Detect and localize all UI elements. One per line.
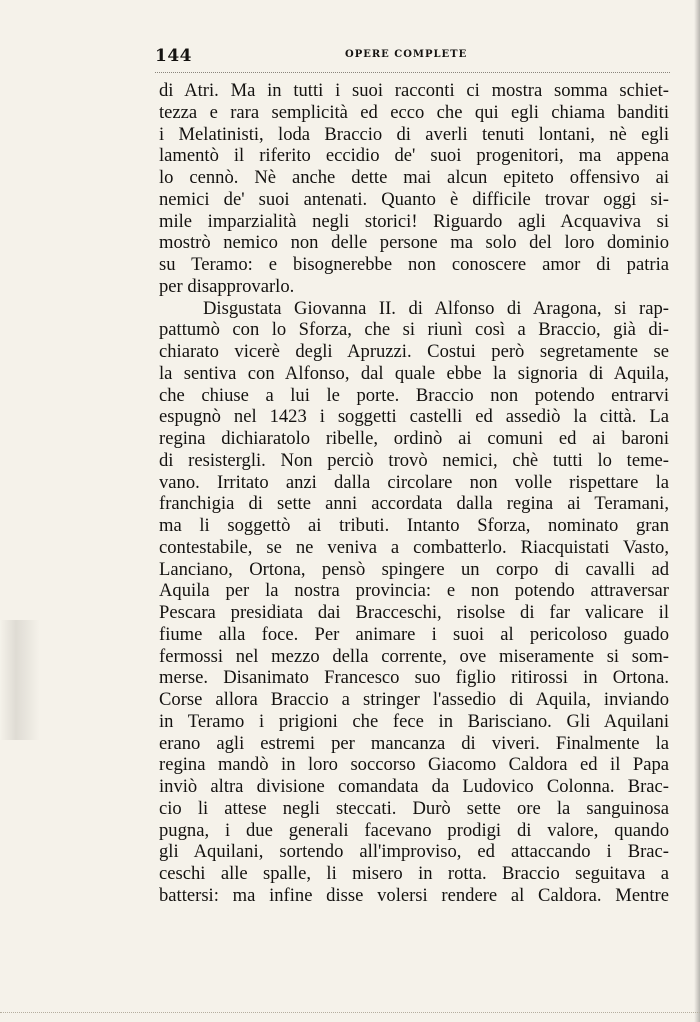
- text-line: in Teramo i prigioni che fece in Barisciano. Gli Aquilani: [159, 710, 669, 732]
- scan-right-edge: [694, 0, 700, 1022]
- text-line: battersi: ma infine disse volersi rendere al Caldora. Mentre: [159, 884, 669, 906]
- text-line: Lanciano, Ortona, pensò spingere un corpo di cavalli ad: [159, 558, 669, 580]
- text-line: Aquila per la nostra provincia: e non potendo attraversar: [159, 580, 669, 602]
- scan-bottom-edge: [0, 1012, 700, 1013]
- page-header: [155, 44, 675, 68]
- text-line: fiume alla foce. Per animare i suoi al pericoloso guado: [159, 623, 669, 645]
- text-line: contestabile, se ne veniva a combatterlo. Riacquistati Vasto,: [159, 536, 669, 558]
- text-line: che chiuse a lui le porte. Braccio non potendo entrarvi: [159, 384, 669, 406]
- page-number: 144: [155, 46, 192, 66]
- text-line: nemici de' suoi antenati. Quanto è difficile trovar oggi si-: [159, 188, 669, 210]
- text-line: per disapprovarlo.: [159, 275, 295, 297]
- text-line: pugna, i due generali facevano prodigi di valore, quando: [159, 819, 669, 841]
- scan-edge-shadow: [0, 620, 40, 740]
- text-line: espugnò nel 1423 i soggetti castelli ed assediò la città. La: [159, 406, 669, 428]
- paragraph-2: [159, 298, 669, 907]
- running-head: OPERE COMPLETE: [345, 49, 468, 60]
- text-line: chiarato vicerè degli Apruzzi. Costui però segretamente se: [159, 341, 669, 362]
- paragraph-1: [159, 80, 669, 298]
- text-line: franchigia di sette anni accordata dalla regina ai Teramani,: [159, 493, 669, 515]
- text-line: ceschi alle spalle, li misero in rotta. Braccio seguitava a: [159, 863, 669, 884]
- text-line: mostrò nemico non delle persone ma solo del loro dominio: [159, 232, 669, 254]
- text-line: Disgustata Giovanna II. di Alfonso di Aragona, si rap-: [203, 297, 669, 319]
- text-line: cio li attese negli steccati. Durò sette ore la sanguinosa: [159, 797, 669, 819]
- text-line: ma li soggettò ai tributi. Intanto Sforza, nominato gran: [159, 515, 669, 536]
- text-line: gli Aquilani, sortendo all'improviso, ed attaccando i Brac-: [159, 841, 669, 863]
- text-line: di resistergli. Non perciò trovò nemici, chè tutti lo teme-: [159, 449, 669, 471]
- text-line: tezza e rara semplicità ed ecco che qui egli chiama banditi: [159, 101, 669, 123]
- text-line: la sentiva con Alfonso, dal quale ebbe la signoria di Aquila,: [159, 362, 669, 384]
- text-line: erano agli estremi per mancanza di viveri. Finalmente la: [159, 732, 669, 754]
- body-text: [159, 80, 669, 907]
- text-line: mile imparzialità negli storici! Riguardo agli Acquaviva si: [159, 210, 669, 232]
- text-line: Pescara presidiata dai Bracceschi, risolse di far valicare il: [159, 602, 669, 623]
- text-line: pattumò con lo Sforza, che si riunì così a Braccio, già di-: [159, 319, 669, 341]
- text-line: lo cennò. Nè anche dette mai alcun epiteto offensivo ai: [159, 167, 669, 188]
- text-line: merse. Disanimato Francesco suo figlio ritirossi in Ortona.: [159, 667, 669, 689]
- text-line: inviò altra divisione comandata da Ludovico Colonna. Brac-: [159, 776, 669, 797]
- header-rule: [155, 72, 670, 73]
- text-line: regina mandò in loro soccorso Giacomo Caldora ed il Papa: [159, 754, 669, 776]
- text-line: regina dichiaratolo ribelle, ordinò ai comuni ed ai baroni: [159, 428, 669, 449]
- text-line: di Atri. Ma in tutti i suoi racconti ci mostra somma schiet-: [159, 80, 669, 101]
- text-line: i Melatinisti, loda Braccio di averli tenuti lontani, nè egli: [159, 123, 669, 145]
- text-line: vano. Irritato anzi dalla circolare non volle rispettare la: [159, 471, 669, 493]
- text-line: lamentò il riferito eccidio de' suoi progenitori, ma appena: [159, 145, 669, 167]
- text-line: su Teramo: e bisognerebbe non conoscere amor di patria: [159, 254, 669, 275]
- text-line: Corse allora Braccio a stringer l'assedio di Aquila, inviando: [159, 689, 669, 710]
- text-line: fermossi nel mezzo della corrente, ove miseramente si som-: [159, 645, 669, 667]
